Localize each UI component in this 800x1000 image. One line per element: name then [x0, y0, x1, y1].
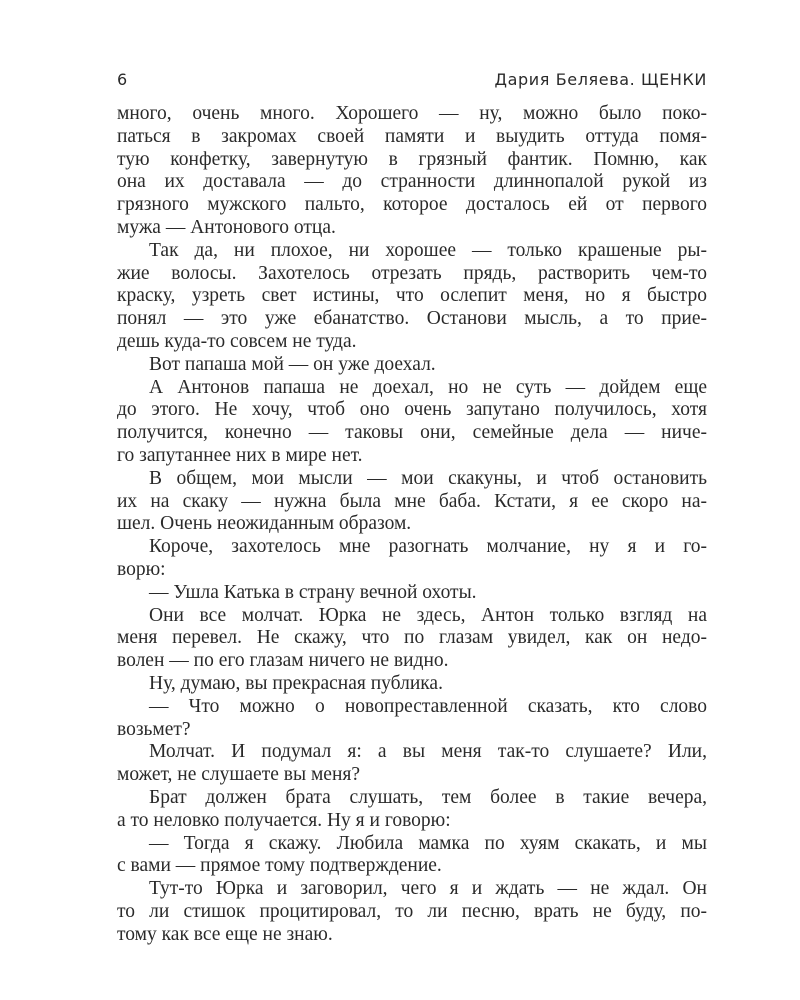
text-line: краску, узреть свет истины, что ослепит меня, но я быстро [117, 285, 707, 307]
text-line: тую конфетку, завернутую в грязный фантик. Помню, как [117, 148, 707, 170]
text-line: — Ушла Катька в страну вечной охоты. [149, 581, 477, 603]
text-line: меня перевел. Не скажу, что по глазам увидел, как он недо- [117, 627, 707, 649]
text-line: го запутаннее них в мире нет. [117, 444, 363, 466]
text-line: ворю: [117, 558, 166, 580]
text-line: волен — по его глазам ничего не видно. [117, 650, 449, 672]
text-line: Так да, ни плохое, ни хорошее — только крашеные ры- [149, 239, 707, 261]
text-line: — Тогда я скажу. Любила мамка по хуям скакать, и мы [149, 832, 707, 854]
text-line: тому как все еще не знаю. [117, 923, 333, 945]
text-line: Вот папаша мой — он уже доехал. [149, 353, 436, 375]
text-line: с вами — прямое тому подтверждение. [117, 855, 442, 877]
text-line: Они все молчат. Юрка не здесь, Антон только взгляд на [149, 604, 707, 626]
page-number: 6 [117, 70, 128, 89]
text-line: шел. Очень неожиданным образом. [117, 513, 412, 535]
text-line: Брат должен брата слушать, тем более в такие вечера, [149, 786, 707, 808]
text-line: мужа — Антонового отца. [117, 216, 336, 238]
text-line: Ну, думаю, вы прекрасная публика. [149, 672, 443, 694]
body-text [117, 103, 707, 946]
text-line: возьмет? [117, 718, 191, 740]
text-line: много, очень много. Хорошего — ну, можно было поко- [117, 103, 707, 124]
text-line: то ли стишок процитировал, то ли песню, врать не буду, по- [117, 900, 707, 922]
text-line: получится, конечно — таковы они, семейные дела — ниче- [117, 422, 707, 444]
text-line: паться в закромах своей памяти и выудить оттуда помя- [117, 125, 707, 147]
text-line: А Антонов папаша не доехал, но не суть — дойдем еще [149, 376, 707, 398]
text-line: а то неловко получается. Ну я и говорю: [117, 809, 451, 831]
text-line: до этого. Не хочу, чтоб оно очень запутано получилось, хотя [117, 399, 707, 421]
text-line: В общем, мои мысли — мои скакуны, и чтоб остановить [149, 467, 707, 489]
text-line: может, не слушаете вы меня? [117, 764, 360, 786]
text-line: Короче, захотелось мне разогнать молчание, ну я и го- [149, 536, 707, 558]
text-line: Молчат. И подумал я: а вы меня так-то слушаете? Или, [149, 741, 707, 763]
running-title: Дария Беляева. ЩЕНКИ [494, 70, 707, 89]
text-line: дешь куда-то совсем не туда. [117, 330, 357, 352]
text-line: понял — это уже ебанатство. Останови мысль, а то прие- [117, 308, 707, 330]
text-line: Тут-то Юрка и заговорил, чего я и ждать — не ждал. Он [149, 878, 707, 900]
text-line: грязного мужского пальто, которое досталось ей от первого [117, 194, 707, 216]
text-line: жие волосы. Захотелось отрезать прядь, растворить чем-то [117, 262, 707, 284]
text-line: она их доставала — до странности длиннопалой рукой из [117, 171, 707, 193]
page-header [117, 70, 707, 94]
text-line: их на скаку — нужна была мне баба. Кстати, я ее скоро на- [117, 490, 707, 512]
text-line: — Что можно о новопреставленной сказать, кто слово [149, 695, 707, 717]
